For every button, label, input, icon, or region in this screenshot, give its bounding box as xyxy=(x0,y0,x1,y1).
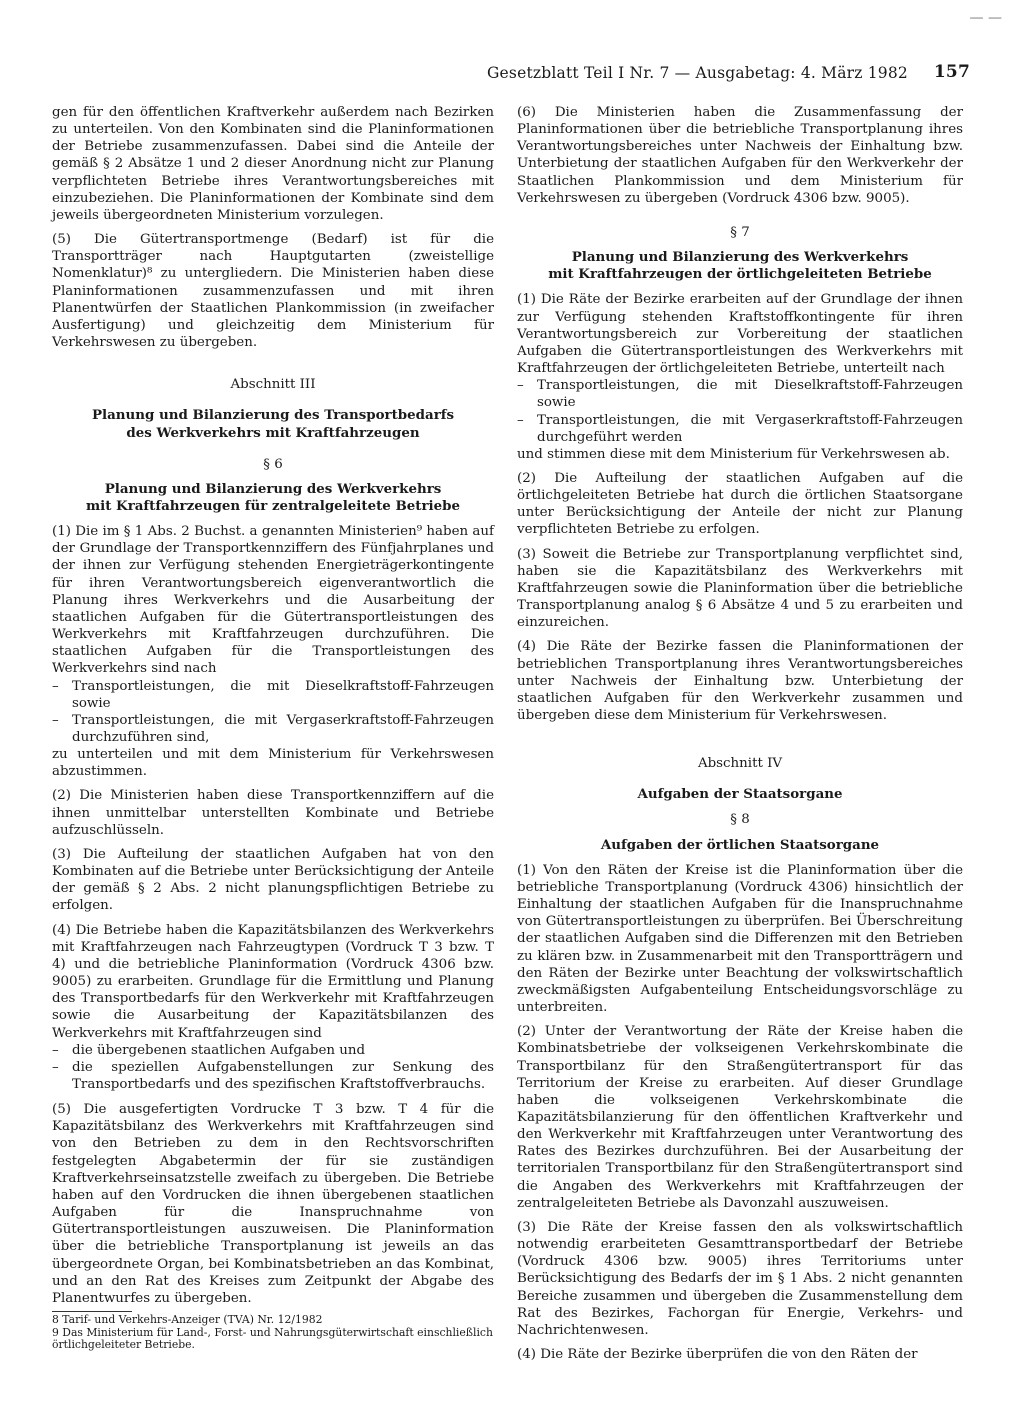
dash-item: – Transportleistungen, die mit Vergaserkraftstoff-Fahrzeugen durchzuführen sind, xyxy=(52,712,494,745)
paragraph-number: § 8 xyxy=(730,812,750,828)
dash-item: – die speziellen Aufgabenstellungen zur Senkung des Transportbedarfs und des spezifischen Kraftstoffverbrauchs. xyxy=(52,1059,494,1092)
dash-item: – Transportleistungen, die mit Dieselkraftstoff-Fahrzeugen sowie xyxy=(52,678,494,711)
paragraph: und stimmen diese mit dem Ministerium für Verkehrswesen ab. xyxy=(517,446,950,462)
paragraph-title: Planung und Bilanzierung des Werkverkehrs xyxy=(571,249,909,266)
page-header xyxy=(0,62,1024,84)
footnote-divider xyxy=(52,1311,132,1312)
header-title: Gesetzblatt Teil I Nr. 7 — Ausgabetag: 4. März 1982 xyxy=(486,64,908,82)
paragraph-title: mit Kraftfahrzeugen der örtlichgeleiteten Betriebe xyxy=(548,266,932,283)
paragraph-number: § 6 xyxy=(263,456,283,472)
paragraph: (4) Die Räte der Bezirke fassen die Planinformationen der betrieblichen Transportplanung ihres Verantwortungsbereiches unter Nachweis der Einhaltung bzw. Unterbietung der staatlichen Aufgaben für den Werkverkehr zusammen und übergeben diese dem Ministerium für Verkehrswesen. xyxy=(517,639,963,723)
corner-mark-icon: — — xyxy=(969,10,1002,26)
paragraph: gen für den öffentlichen Kraftverkehr außerdem nach Bezirken zu unterteilen. Von den Kombinaten sind die Planinformationen der Betriebe zusammenzufassen. Dabei sind die Anteile der gemäß § 2 Absätze 1 und 2 dieser Anordnung nicht zur Planung verpflichteten Betriebe ihres Verantwortungsbereiches mit einzubeziehen. Die Planinformationen der Kombinate sind dem jeweils übergeordneten Ministerium vorzulegen. xyxy=(52,105,494,223)
section-title: Planung und Bilanzierung des Transportbedarfs xyxy=(91,407,455,424)
paragraph: (5) Die ausgefertigten Vordrucke T 3 bzw. T 4 für die Kapazitätsbilanz des Werkverkehrs mit Kraftfahrzeugen sind von den Betrieben zu dem in den Rechtsvorschriften festgelegten Abgabetermin der für sie zuständigen Kraftverkehrseinsatzstelle zweifach zu übergeben. Die Betriebe haben auf den Vordrucken die ihnen übergebenen staatlichen Aufgaben für die Inanspruchnahme von Gütertransportleistungen auszuweisen. Die Planinformation über die betriebliche Transportplanung ist jeweils an das übergeordnete Organ, bei Kombinatsbetrieben an das Kombinat, und an den Rat des Kreises zum Zeitpunkt der Abgabe des Planentwurfes zu übergeben. xyxy=(52,1102,494,1306)
paragraph: (1) Die im § 1 Abs. 2 Buchst. a genannten Ministerien⁹ haben auf der Grundlage der Transportkennziffern des Fünfjahrplanes und der ihnen zur Verfügung stehenden Energieträgerkontingente für ihren Verantwortungsbereich eigenverantwortlich die Planung ihres Werkverkehrs und die Ausarbeitung der staatlichen Aufgaben für die Gütertransportleistungen des Werkverkehrs mit Kraftfahrzeugen durchzuführen. Die staatlichen Aufgaben für die Transportleistungen des Werkverkehrs sind nach xyxy=(52,524,494,677)
right-column xyxy=(517,104,963,1370)
dash-item-text: Transportleistungen, die mit Vergaserkraftstoff-Fahrzeugen durchzuführen sind, xyxy=(72,712,494,745)
paragraph: (4) Die Räte der Bezirke überprüfen die von den Räten der xyxy=(517,1347,918,1362)
paragraph: (2) Unter der Verantwortung der Räte der Kreise haben die Kombinatsbetriebe der volkseigenen Verkehrskombinate die Transportbilanz für den Straßengütertransport für das Territorium der Kreise zu erarbeiten. Auf dieser Grundlage haben die volkseigenen Verkehrskombinate die Kapazitätsbilanzierung für den öffentlichen Kraftverkehr und den Werkverkehr mit Kraftfahrzeugen unter Verantwortung des Rates des Bezirkes durchzuführen. Bei der Ausarbeitung der territorialen Transportbilanz für den Straßengütertransport sind die Angaben des Werkverkehrs mit Kraftfahrzeugen der zentralgeleiteten Betriebe als Davonzahl auszuweisen. xyxy=(517,1024,963,1211)
paragraph: (3) Soweit die Betriebe zur Transportplanung verpflichtet sind, haben sie die Kapazitätsbilanz des Werkverkehrs mit Kraftfahrzeugen sowie die Planinformation über die betriebliche Transportplanung analog § 6 Absätze 4 und 5 zu erarbeiten und einzureichen. xyxy=(517,546,963,631)
dash-item-text: Transportleistungen, die mit Dieselkraftstoff-Fahrzeugen sowie xyxy=(537,378,963,411)
footnote: 8 Tarif- und Verkehrs-Anzeiger (TVA) Nr. 12/1982 xyxy=(52,1313,323,1326)
dash-item-text: die übergebenen staatlichen Aufgaben und xyxy=(72,1042,366,1058)
section-label: Abschnitt III xyxy=(230,377,316,393)
page-number: 157 xyxy=(933,62,970,82)
paragraph: (2) Die Ministerien haben diese Transportkennziffern auf die ihnen unmittelbar unterstellten Kombinate und Betriebe aufzuschlüsseln. xyxy=(52,788,494,838)
section-title: Aufgaben der Staatsorgane xyxy=(637,786,843,803)
section-label: Abschnitt IV xyxy=(697,756,783,772)
dash-item: – Transportleistungen, die mit Dieselkraftstoff-Fahrzeugen sowie xyxy=(517,378,963,411)
dash-item: – Transportleistungen, die mit Vergaserkraftstoff-Fahrzeugen durchgeführt werden xyxy=(517,412,963,445)
footnote: 9 Das Ministerium für Land-, Forst- und Nahrungsgüterwirtschaft einschließlich örtlichgeleiteter Betriebe. xyxy=(52,1325,493,1351)
paragraph: (3) Die Aufteilung der staatlichen Aufgaben hat von den Kombinaten auf die Betriebe unter Berücksichtigung der Anteile der gemäß § 2 Abs. 2 nicht planungspflichtigen Betriebe zu erfolgen. xyxy=(52,846,494,914)
left-column xyxy=(52,104,494,1352)
dash-item-text: Transportleistungen, die mit Dieselkraftstoff-Fahrzeugen sowie xyxy=(72,678,494,711)
paragraph: (5) Die Gütertransportmenge (Bedarf) ist für die Transportträger nach Hauptgutarten (zweistellige Nomenklatur)⁸ zu untergliedern. Die Ministerien haben diese Planinformationen zusammenzufassen und mit ihren Planentwürfen der Staatlichen Plankommission (in zweifacher Ausfertigung) und gleichzeitig dem Ministerium für Verkehrswesen zu übergeben. xyxy=(52,232,494,351)
dash-item-text: die speziellen Aufgabenstellungen zur Senkung des Transportbedarfs und des spezifischen Kraftstoffverbrauchs. xyxy=(72,1059,494,1092)
paragraph: (1) Von den Räten der Kreise ist die Planinformation über die betriebliche Transportplanung (Vordruck 4306) hinsichtlich der Einhaltung der staatlichen Aufgaben für die Inanspruchnahme von Gütertransportleistungen zu überprüfen. Bei Überschreitung der staatlichen Aufgaben sind die Differenzen mit den Betrieben zu klären bzw. in Zusammenarbeit mit den Transportträgern und den Räten der Bezirke unter Beachtung der volkswirtschaftlich zweckmäßigsten Aufgabenteilung Entscheidungsvorschläge zu unterbreiten. xyxy=(517,862,963,1016)
paragraph: (1) Die Räte der Bezirke erarbeiten auf der Grundlage der ihnen zur Verfügung stehenden Kraftstoffkontingente für ihren Verantwortungsbereich zur Vorbereitung der staatlichen Aufgaben die Gütertransportleistungen des Werkverkehrs mit Kraftfahrzeugen der örtlichgeleiteten Betriebe, unterteilt nach xyxy=(517,292,963,377)
dash-item: – die übergebenen staatlichen Aufgaben und xyxy=(52,1042,366,1058)
paragraph: zu unterteilen und mit dem Ministerium für Verkehrswesen abzustimmen. xyxy=(52,747,494,780)
paragraph: (6) Die Ministerien haben die Zusammenfassung der Planinformationen über die betriebliche Transportplanung ihres Verantwortungsbereiches unter Nachweis der Einhaltung bzw. Unterbietung der staatlichen Aufgaben für den Werkverkehr der Staatlichen Plankommission und dem Ministerium für Verkehrswesen zu übergeben (Vordruck 4306 bzw. 9005). xyxy=(517,105,963,206)
paragraph-title: Aufgaben der örtlichen Staatsorgane xyxy=(600,836,880,853)
paragraph: (2) Die Aufteilung der staatlichen Aufgaben auf die örtlichgeleiteten Betriebe hat durch die örtlichen Staatsorgane unter Berücksichtigung der Anteile der nicht zur Planung verpflichteten Betriebe zu erfolgen. xyxy=(517,470,963,538)
paragraph-title: Planung und Bilanzierung des Werkverkehrs xyxy=(104,480,442,497)
dash-item-text: Transportleistungen, die mit Vergaserkraftstoff-Fahrzeugen durchgeführt werden xyxy=(537,412,963,445)
section-title: des Werkverkehrs mit Kraftfahrzeugen xyxy=(126,424,420,441)
paragraph-title: mit Kraftfahrzeugen für zentralgeleitete Betriebe xyxy=(85,497,461,514)
paragraph: (3) Die Räte der Kreise fassen den als volkswirtschaftlich notwendig erarbeiteten Gesamttransportbedarf der Betriebe (Vordruck 4306 bzw. 9005) ihres Territoriums unter Berücksichtigung des Bedarfs der im § 1 Abs. 2 nicht genannten Bereiche zusammen und übergeben die Zusammenstellung dem Rat des Bezirkes, Fachorgan für Energie, Verkehrs- und Nachrichtenwesen. xyxy=(517,1219,963,1338)
paragraph-number: § 7 xyxy=(730,224,750,240)
paragraph: (4) Die Betriebe haben die Kapazitätsbilanzen des Werkverkehrs mit Kraftfahrzeugen nach Fahrzeugtypen (Vordruck T 3 bzw. T 4) und die betriebliche Planinformation (Vordruck 4306 bzw. 9005) zu erarbeiten. Grundlage für die Ermittlung und Planung des Transportbedarfs für den Werkverkehr mit Kraftfahrzeugen sowie die Ausarbeitung der Kapazitätsbilanzen des Werkverkehrs mit Kraftfahrzeugen sind xyxy=(52,922,494,1041)
